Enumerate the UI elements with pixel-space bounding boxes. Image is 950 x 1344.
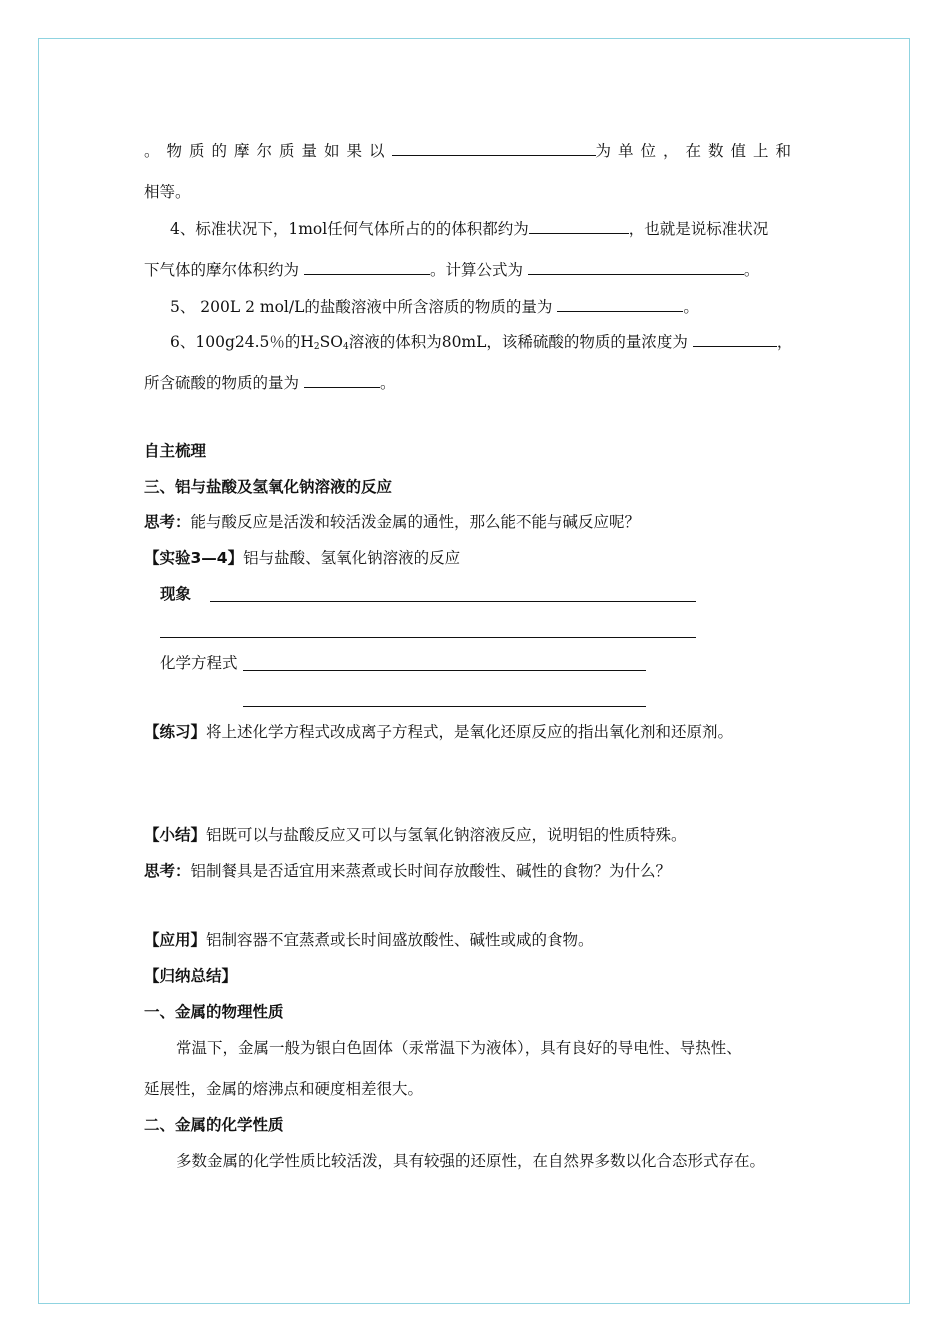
q3-blank-unit[interactable] [392, 140, 596, 156]
physical-properties-title: 一、金属的物理性质 [144, 1003, 284, 1021]
q5-blank-amount[interactable] [557, 296, 683, 312]
application [144, 930, 594, 950]
q6-sub-2: 2 [313, 342, 320, 352]
q3-text-b: 为单位，在数值上和 [595, 142, 799, 160]
q4-line2 [144, 259, 759, 280]
experiment-label: 【实验3—4】 [144, 549, 244, 567]
q3-text-a: 。物质的摩尔质量如果以 [144, 142, 392, 160]
q5-line [170, 296, 699, 317]
section-three-title: 三、铝与盐酸及氢氧化钠溶液的反应 [144, 478, 393, 496]
think2 [144, 861, 671, 881]
q6-text-c: ， [776, 333, 793, 351]
q4-blank-molar-volume[interactable] [304, 259, 430, 275]
equation-label: 化学方程式 [160, 654, 238, 672]
practice-label: 【练习】 [144, 723, 207, 741]
q3-line1 [144, 140, 798, 161]
q4-text-e: 。 [743, 261, 760, 279]
chemical-properties-text: 多数金属的化学性质比较活泼，具有较强的还原性，在自然界多数以化合态形式存在。 [176, 1152, 766, 1170]
experiment-text: 铝与盐酸、氢氧化钠溶液的反应 [243, 549, 461, 567]
q3-line2 [144, 182, 191, 202]
self-study-heading: 自主梳理 [144, 442, 207, 460]
phenomenon-answer-line-1[interactable] [210, 601, 696, 602]
equation-answer-line-1[interactable] [243, 670, 646, 671]
q6-line1 [170, 331, 792, 357]
q6-blank-sulfuric-amount[interactable] [304, 372, 380, 388]
q4-line1 [170, 218, 768, 239]
q6-sub-4: 4 [342, 342, 349, 352]
phenomenon-answer-line-2[interactable] [160, 637, 696, 638]
q5-text-b: 。 [683, 298, 699, 316]
q5-text-a: 5、 200L 2 mol/L的盐酸溶液中所含溶质的物质的量为 [170, 298, 553, 316]
q4-text-c: 下气体的摩尔体积约为 [144, 261, 300, 279]
application-label: 【应用】 [144, 931, 207, 949]
think2-text: 铝制餐具是否适宜用来蒸煮或长时间存放酸性、碱性的食物？为什么？ [190, 862, 672, 880]
think2-label: 思考： [144, 862, 191, 880]
q4-text-b: ，也就是说标准状况 [628, 220, 769, 238]
think1-label: 思考： [144, 513, 191, 531]
q6-text-b: 溶液的体积为80mL，该稀硫酸的物质的量浓度为 [348, 333, 688, 351]
physical-properties-text-1: 常温下，金属一般为银白色固体（汞常温下为液体），具有良好的导电性、导热性、 [176, 1039, 742, 1057]
q6-text-d: 所含硫酸的物质的量为 [144, 374, 300, 392]
q6-text-e: 。 [379, 374, 396, 392]
summary-label: 【小结】 [144, 826, 207, 844]
chemical-properties-title: 二、金属的化学性质 [144, 1116, 284, 1134]
q3-text-c: 相等。 [144, 183, 191, 201]
conclusion-heading: 【归纳总结】 [144, 967, 238, 985]
summary-text: 铝既可以与盐酸反应又可以与氢氧化钠溶液反应，说明铝的性质特殊。 [206, 826, 687, 844]
q4-blank-formula[interactable] [528, 259, 744, 275]
physical-properties-text-2: 延展性，金属的熔沸点和硬度相差很大。 [144, 1080, 424, 1098]
phenomenon-label: 现象 [160, 585, 192, 603]
application-text: 铝制容器不宜蒸煮或长时间盛放酸性、碱性或咸的食物。 [206, 931, 594, 949]
summary [144, 825, 687, 845]
equation-answer-line-2[interactable] [243, 706, 646, 707]
practice-text: 将上述化学方程式改成离子方程式，是氧化还原反应的指出氧化剂和还原剂。 [206, 723, 734, 741]
experiment-line [144, 548, 460, 568]
think1 [144, 512, 640, 532]
q6-line2 [144, 372, 395, 393]
q4-text-d: 。计算公式为 [429, 261, 523, 279]
practice [144, 722, 733, 742]
q6-blank-concentration[interactable] [693, 331, 777, 347]
q4-text-a: 4、标准状况下，1mol任何气体所占的的体积都约为 [170, 220, 529, 238]
q4-blank-volume[interactable] [529, 218, 629, 234]
q6-text-a: 6、100g24.5％的H [170, 333, 314, 351]
q6-text-so: SO [319, 333, 343, 351]
think1-text: 能与酸反应是活泼和较活泼金属的通性，那么能不能与碱反应呢？ [190, 513, 641, 531]
